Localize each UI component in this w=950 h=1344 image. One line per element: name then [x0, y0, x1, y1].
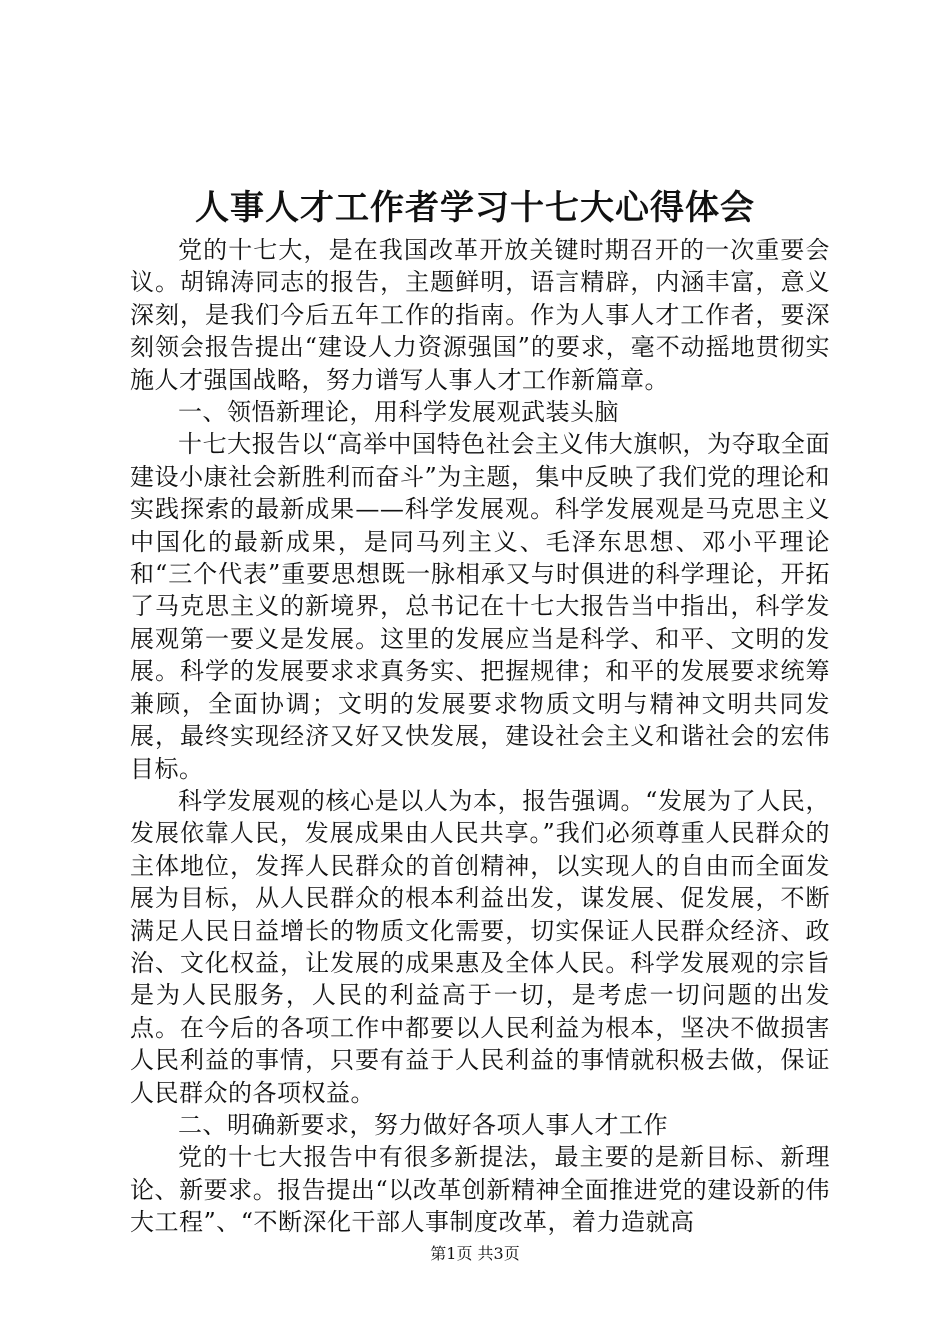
document-body [130, 234, 830, 1239]
document-title: 人事人才工作者学习十七大心得体会 [195, 188, 755, 228]
section-2-paragraph-1: 党的十七大报告中有很多新提法，最主要的是新目标、新理论、新要求。报告提出“以改革创新精神全面推进党的建设新的伟大工程”、“不断深化干部人事制度改革，着力造就高 [130, 1143, 830, 1237]
section-heading-2: 二、明确新要求，努力做好各项人事人才工作 [178, 1110, 668, 1139]
page-footer: 第1页 共3页 [430, 1244, 520, 1263]
section-1-paragraph-1: 十七大报告以“高举中国特色社会主义伟大旗帜，为夺取全面建设小康社会新胜利而奋斗”为主题，集中反映了我们党的理论和实践探索的最新成果——科学发展观。科学发展观是马克思主义中国化的最新成果，是同马列主义、毛泽东思想、邓小平理论和“三个代表”重要思想既一脉相承又与时俱进的科学理论，开拓了马克思主义的新境界，总书记在十七大报告当中指出，科学发展观第一要义是发展。这里的发展应当是科学、和平、文明的发展。科学的发展要求求真务实、把握规律；和平的发展要求统筹兼顾，全面协调；文明的发展要求物质文明与精神文明共同发展，最终实现经济又好又快发展，建设社会主义和谐社会的宏伟目标。 [130, 430, 830, 783]
section-heading-1: 一、领悟新理论，用科学发展观武装头脑 [178, 398, 619, 427]
intro-paragraph: 党的十七大，是在我国改革开放关键时期召开的一次重要会议。胡锦涛同志的报告，主题鲜明，语言精辟，内涵丰富，意义深刻，是我们今后五年工作的指南。作为人事人才工作者，要深刻领会报告提出“建设人力资源强国”的要求，毫不动摇地贯彻实施人才强国战略，努力谱写人事人才工作新篇章。 [130, 236, 830, 394]
section-1-paragraph-2: 科学发展观的核心是以人为本，报告强调。“发展为了人民，发展依靠人民，发展成果由人民共享。”我们必须尊重人民群众的主体地位，发挥人民群众的首创精神，以实现人的自由而全面发展为目标，从人民群众的根本利益出发，谋发展、促发展，不断满足人民日益增长的物质文化需要，切实保证人民群众经济、政治、文化权益，让发展的成果惠及全体人民。科学发展观的宗旨是为人民服务，人民的利益高于一切，是考虑一切问题的出发点。在今后的各项工作中都要以人民利益为根本，坚决不做损害人民利益的事情，只要有益于人民利益的事情就积极去做，保证人民群众的各项权益。 [130, 786, 830, 1107]
